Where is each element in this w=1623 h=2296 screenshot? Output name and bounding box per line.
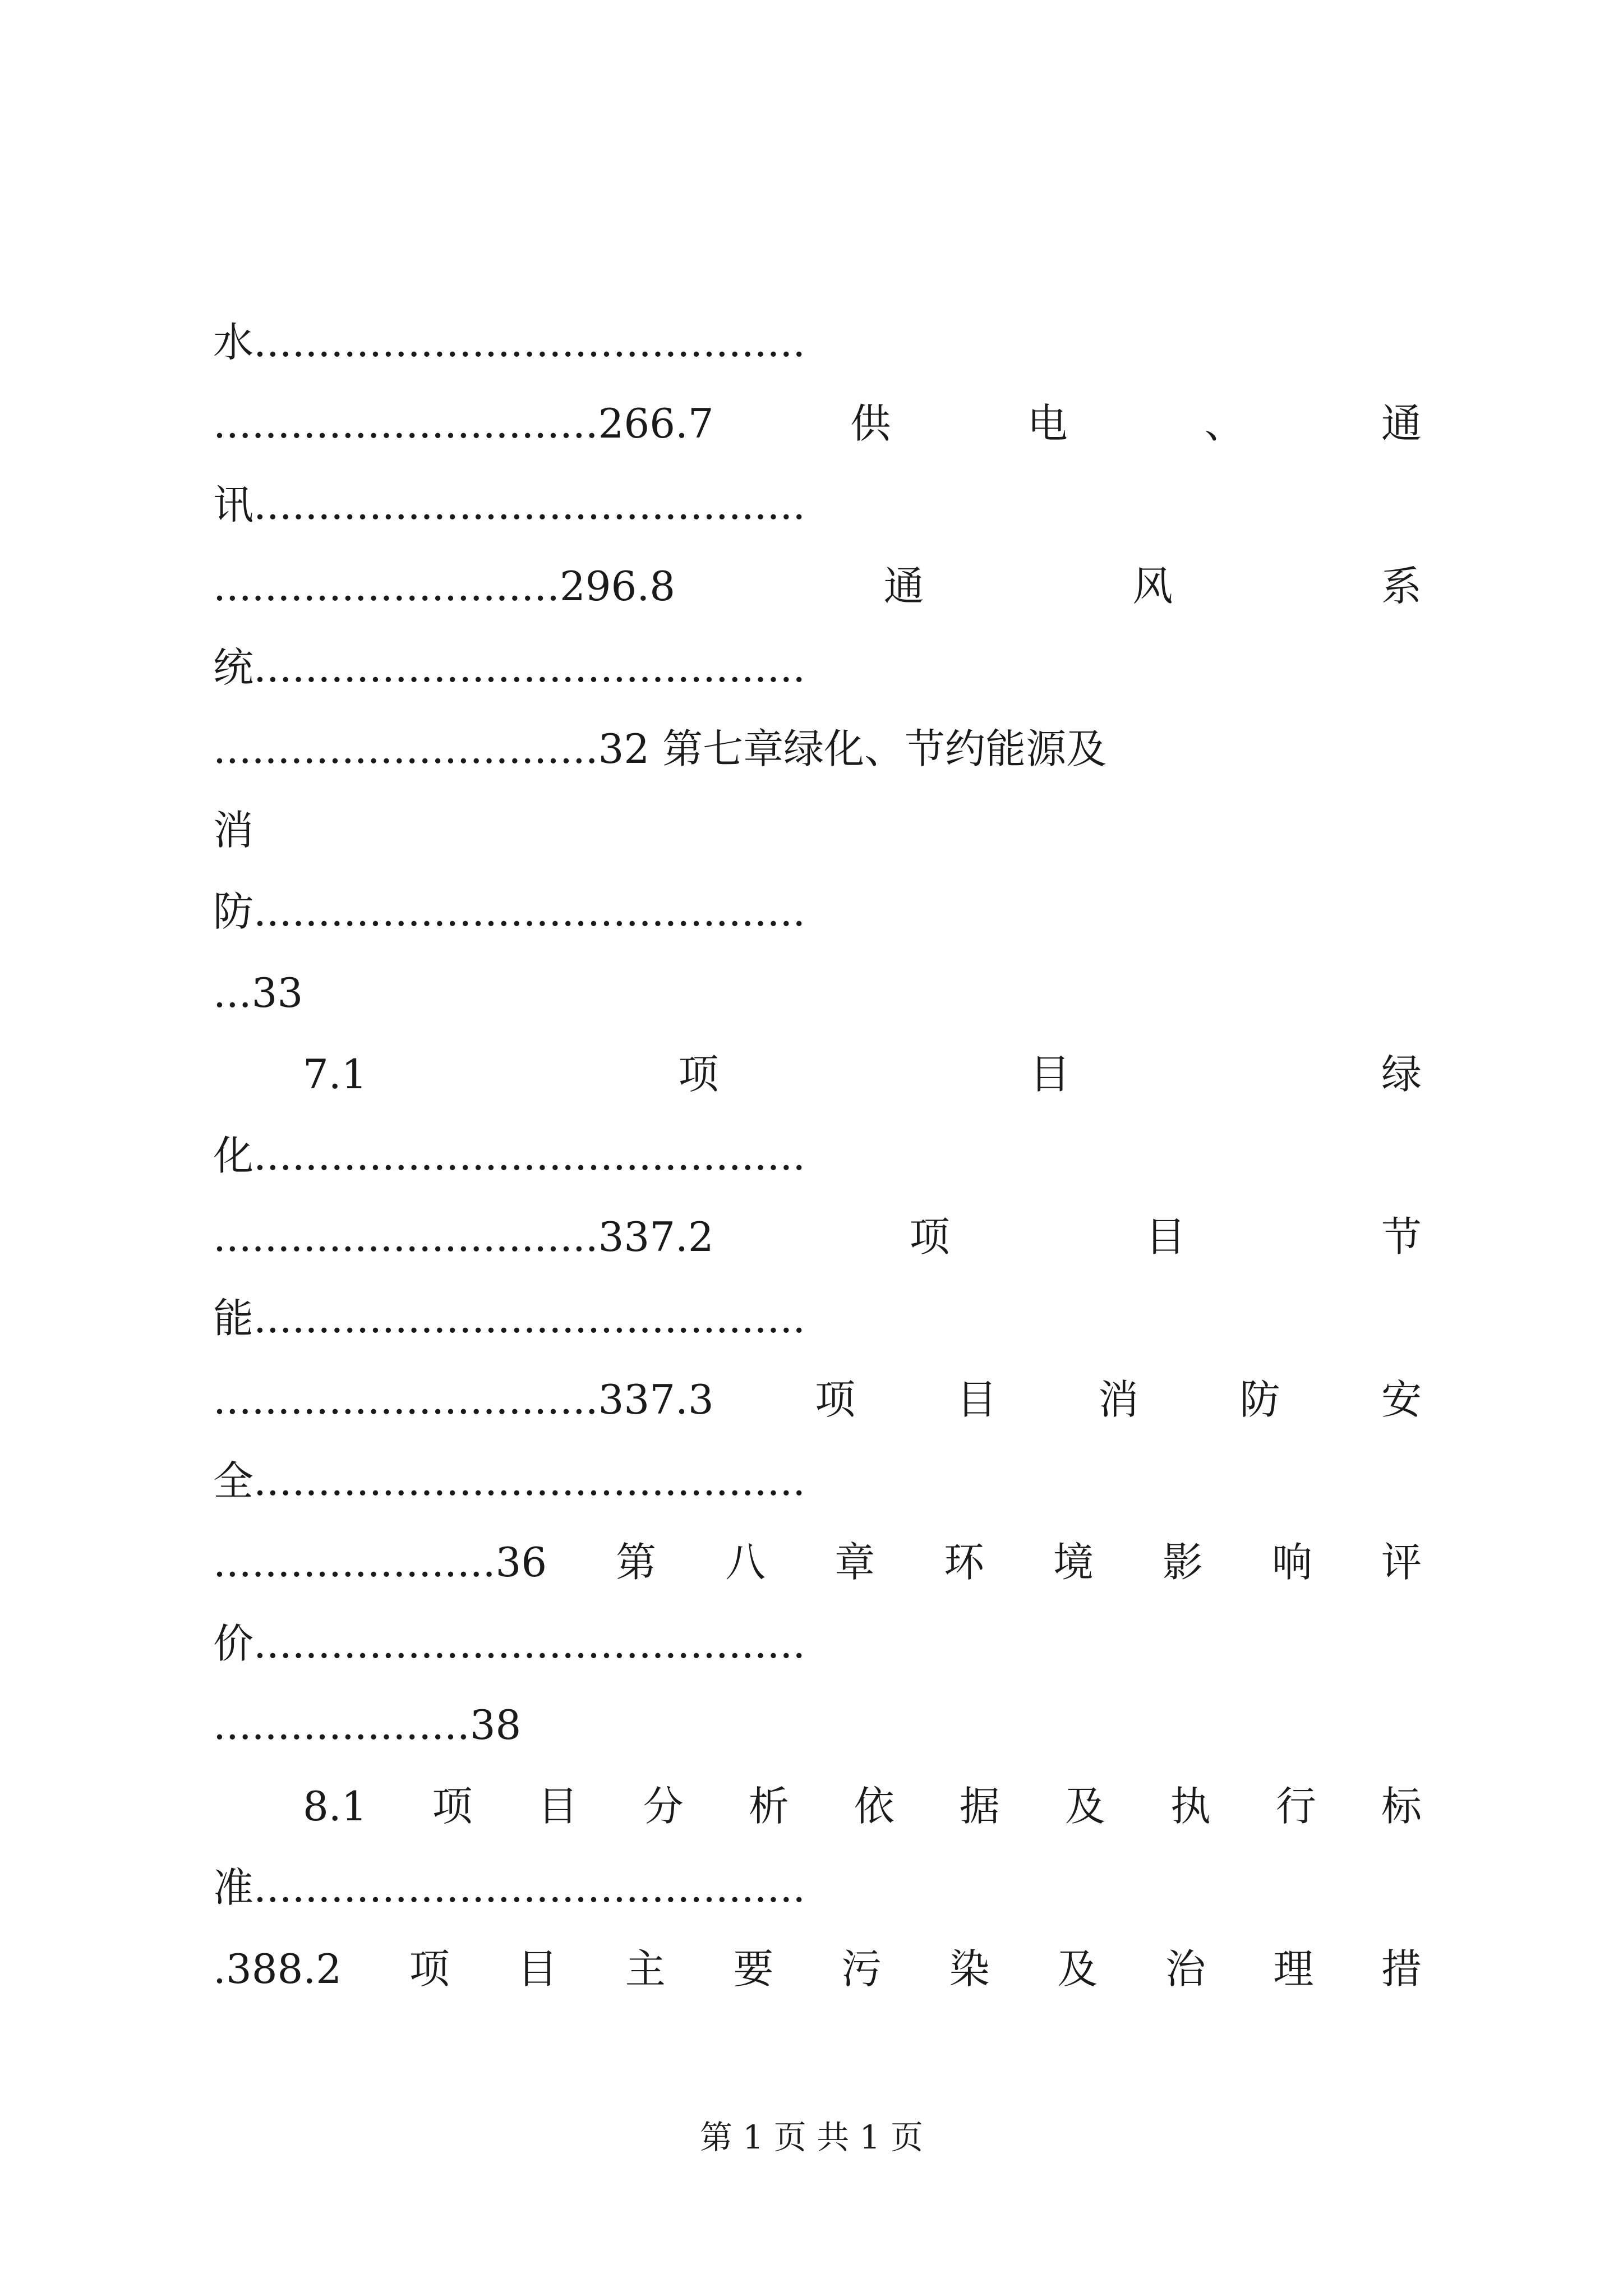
toc-line-water: 水........................................... [213, 319, 806, 366]
toc-line-comm-cont: 讯........................................... [213, 481, 806, 528]
toc-line-7-1: 7.1 项 目 绿 [303, 1051, 1422, 1098]
toc-line-chapter7-cont: 消 [213, 807, 254, 854]
toc-line-standard-cont: 准........................................... [213, 1864, 806, 1911]
toc-line-7-2: ..............................337.2 项 目 节 [213, 1213, 1422, 1260]
toc-line-fire-page: ...33 [213, 969, 303, 1016]
page-footer: 第 1 页 共 1 页 [700, 2118, 923, 2156]
toc-line-greening-cont: 化........................................... [213, 1132, 806, 1179]
toc-line-safety-cont: 全........................................... [213, 1457, 806, 1504]
toc-line-8-1: 8.1 项 目 分 析 依 据 及 执 行 标 [303, 1783, 1422, 1830]
toc-line-chapter7: ..............................32 第七章绿化、节约能源及 [213, 725, 1107, 772]
toc-line-power-comm: ..............................266.7 供 电 、 通 [213, 400, 1422, 447]
toc-line-fire: 防........................................... [213, 888, 806, 935]
toc-line-energy-cont: 能........................................... [213, 1295, 806, 1342]
toc-line-ventilation: ...........................296.8 通 风 系 [213, 563, 1422, 610]
toc-line-evaluation-page: ....................38 [213, 1701, 522, 1749]
toc-line-system-cont: 统........................................... [213, 644, 806, 691]
toc-line-evaluation-cont: 价........................................... [213, 1620, 806, 1667]
toc-line-7-3: ..............................337.3 项 目 消 防 安 [213, 1376, 1422, 1423]
toc-line-chapter8: ......................36 第 八 章 环 境 影 响 评 [213, 1539, 1422, 1586]
toc-line-8-2: .388.2 项 目 主 要 污 染 及 治 理 措 [213, 1945, 1422, 1993]
